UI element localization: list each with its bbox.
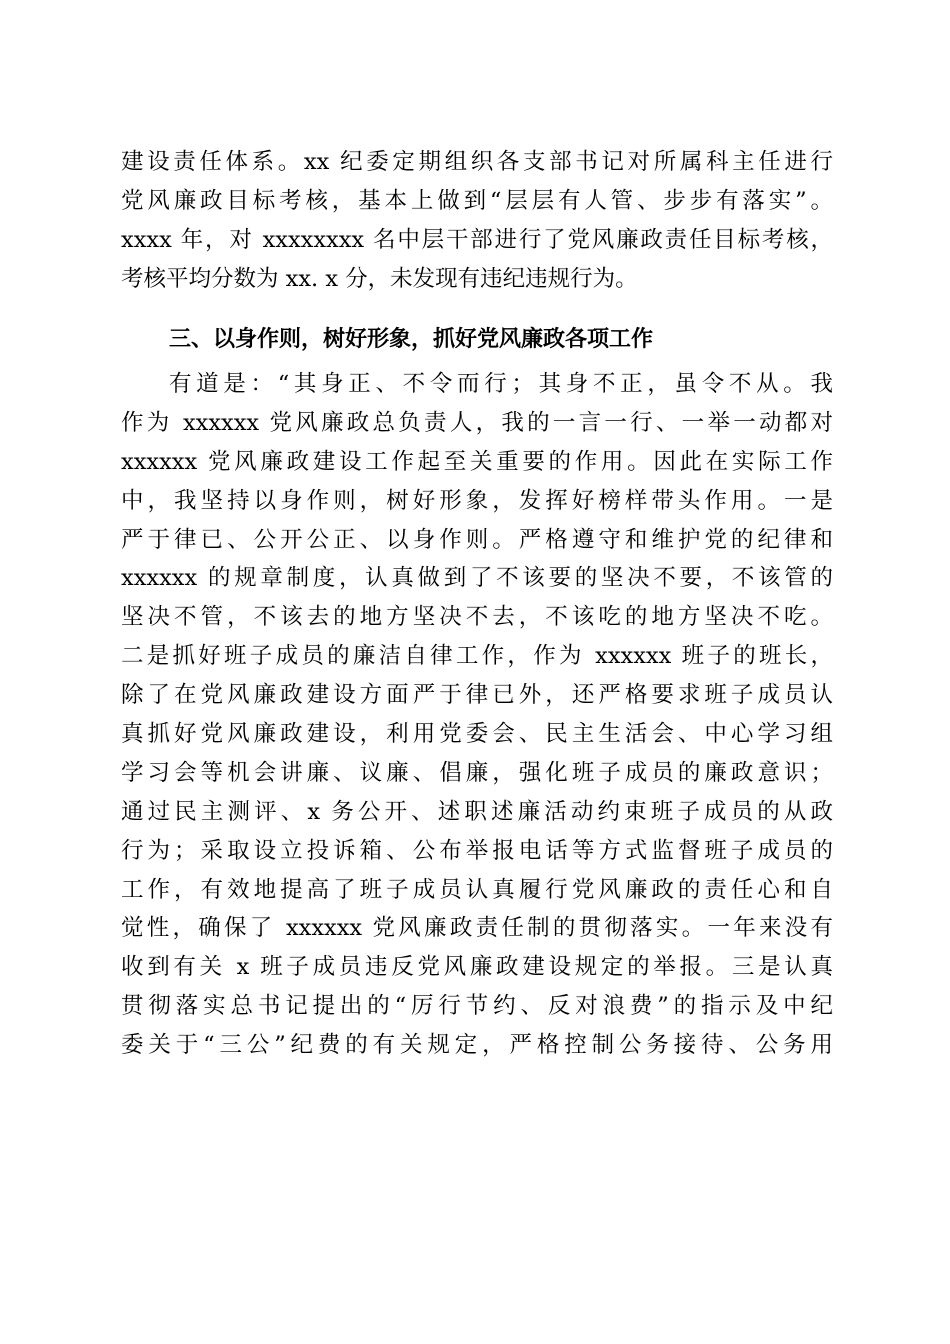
paragraph-line: 贯彻落实总书记提出的“厉行节约、反对浪费”的指示及中纪	[121, 993, 833, 1020]
paragraph-line: xxxxxx 党风廉政建设工作起至关重要的作用。因此在实际工作	[121, 448, 833, 475]
paragraph-main	[121, 365, 833, 1065]
paragraph-line: 觉性，确保了 xxxxxx 党风廉政责任制的贯彻落实。一年来没有	[121, 915, 833, 942]
paragraph-line: xxxx 年，对 xxxxxxxx 名中层干部进行了党风廉政责任目标考核，	[121, 226, 833, 253]
paragraph-line: 二是抓好班子成员的廉洁自律工作，作为 xxxxxx 班子的班长，	[121, 643, 833, 670]
paragraph-line: 委关于“三公”纪费的有关规定，严格控制公务接待、公务用	[121, 1032, 833, 1059]
paragraph-line: 真抓好党风廉政建设，利用党委会、民主生活会、中心学习组	[121, 721, 833, 748]
paragraph-line: 行为；采取设立投诉箱、公布举报电话等方式监督班子成员的	[121, 837, 833, 864]
paragraph-line: 建设责任体系。xx 纪委定期组织各支部书记对所属科主任进行	[121, 149, 833, 175]
paragraph-line: 中，我坚持以身作则，树好形象，发挥好榜样带头作用。一是	[121, 487, 833, 514]
paragraph-line: 作为 xxxxxx 党风廉政总负责人，我的一言一行、一举一动都对	[121, 409, 833, 436]
paragraph-line: 坚决不管，不该去的地方坚决不去，不该吃的地方坚决不吃。	[121, 604, 833, 631]
paragraph-line: 通过民主测评、x 务公开、述职述廉活动约束班子成员的从政	[121, 798, 833, 825]
paragraph-line: 党风廉政目标考核，基本上做到“层层有人管、步步有落实”。	[121, 187, 833, 214]
paragraph-line: 考核平均分数为 xx. x 分，未发现有违纪违规行为。	[121, 265, 638, 292]
paragraph-line: 工作，有效地提高了班子成员认真履行党风廉政的责任心和自	[121, 876, 833, 903]
paragraph-line: 学习会等机会讲廉、议廉、倡廉，强化班子成员的廉政意识；	[121, 759, 833, 786]
section-heading-block	[121, 321, 833, 360]
section-heading: 三、以身作则，树好形象，抓好党风廉政各项工作	[169, 327, 654, 352]
paragraph-line: 有道是：“其身正、不令而行；其身不正，虽令不从。我	[169, 371, 833, 397]
paragraph-line: 收到有关 x 班子成员违反党风廉政建设规定的举报。三是认真	[121, 954, 833, 981]
paragraph-top	[121, 143, 833, 299]
paragraph-line: xxxxxx 的规章制度，认真做到了不该要的坚决不要，不该管的	[121, 565, 833, 592]
paragraph-line: 除了在党风廉政建设方面严于律已外，还严格要求班子成员认	[121, 682, 833, 709]
paragraph-line: 严于律已、公开公正、以身作则。严格遵守和维护党的纪律和	[121, 526, 833, 553]
